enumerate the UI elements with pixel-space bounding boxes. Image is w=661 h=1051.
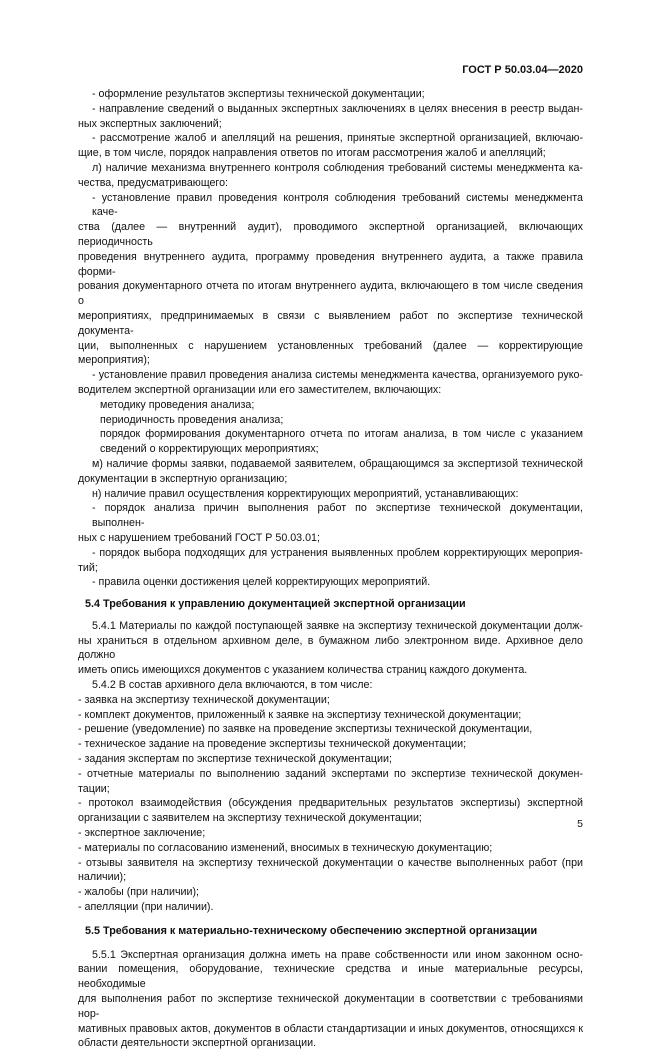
text-line: ства (далее — внутренний аудит), проводимого экспертной организацией, включающих периодичность	[78, 221, 583, 248]
text-line: области деятельности экспертной организации.	[78, 1037, 317, 1050]
text-line: - установление правил проведения контроля соблюдения требований системы менеджмента каче-	[92, 191, 583, 219]
text-line: 5.5.1 Экспертная организация должна иметь на праве собственности или ином законном осно-	[92, 948, 583, 961]
text-line: л) наличие механизма внутреннего контроля соблюдения требований системы менеджмента ка-	[92, 161, 583, 174]
text-line: - жалобы (при наличии);	[78, 886, 200, 899]
page-number: 5	[577, 818, 583, 830]
text-line: ных с нарушением требований ГОСТ Р 50.03.01;	[78, 531, 320, 544]
text-line: - порядок выбора подходящих для устранения выявленных проблем корректирующих мероприя-	[92, 546, 583, 559]
text-line: - задания экспертам по экспертизе технической документации;	[78, 753, 392, 766]
text-line: организации с заявителем на экспертизу технической документации;	[78, 812, 422, 825]
text-line: ных экспертных заключений;	[78, 117, 222, 130]
text-line: - апелляции (при наличии).	[78, 901, 214, 914]
text-line: - заявка на экспертизу технической документации;	[78, 693, 330, 706]
text-line: мативных правовых актов, документов в области стандартизации и иных документов, относящихся к	[78, 1022, 583, 1035]
text-line: периодичность проведения анализа;	[100, 413, 284, 426]
text-line: тации;	[78, 782, 110, 795]
text-line: ции, выполненных с нарушением установленных требований (далее — корректирующие мероприятия);	[78, 339, 583, 367]
text-line: ны храниться в отдельном архивном деле, в бумажном либо электронном виде. Архивное дело должно	[78, 634, 583, 662]
text-line: 5.4.2 В состав архивного дела включаются, в том числе:	[92, 679, 373, 692]
text-line: - отчетные материалы по выполнению заданий экспертами по экспертизе технической докумен-	[78, 767, 583, 780]
text-line: - оформление результатов экспертизы технической документации;	[92, 88, 425, 100]
text-line: - правила оценки достижения целей корректирующих мероприятий.	[92, 576, 431, 589]
text-line: мероприятиях, предпринимаемых в связи с выявлением работ по экспертизе технической документа-	[78, 309, 583, 337]
text-line: 5.4.1 Материалы по каждой поступающей заявке на экспертизу технической документации долж-	[92, 619, 583, 632]
text-line: щие, в том числе, порядок направления ответов по итогам рассмотрения жалоб и апелляций;	[78, 147, 546, 160]
text-line: м) наличие формы заявки, подаваемой заявителем, обращающимся за экспертизой технической	[92, 457, 583, 470]
section-heading-5-5: 5.5 Требования к материально-техническому обеспечению экспертной организации	[85, 924, 538, 937]
text-line: рования документарного отчета по итогам внутреннего аудита, включающего в том числе сведения о	[78, 280, 583, 308]
text-line: порядок формирования документарного отчета по итогам анализа, в том числе с указанием	[100, 428, 583, 441]
text-line: для выполнения работ по экспертизе технической документации в соответствии с требованиями нор-	[78, 993, 583, 1020]
text-line: н) наличие правил осуществления корректирующих мероприятий, устанавливающих:	[92, 487, 519, 500]
text-line: - установление правил проведения анализа системы менеджмента качества, организуемого руко-	[92, 369, 583, 382]
text-line: - отзывы заявителя на экспертизу технической документации о качестве выполненных работ (при	[78, 856, 583, 869]
text-line: - экспертное заключение;	[78, 827, 206, 840]
text-line: документации в экспертную организацию;	[78, 472, 288, 485]
page-content	[77, 87, 583, 1051]
text-line: - комплект документов, приложенный к заявке на экспертизу технической документации;	[78, 708, 522, 721]
text-line: - протокол взаимодействия (обсуждения предварительных результатов экспертизы) экспертной	[78, 797, 583, 810]
text-line: - решение (уведомление) по заявке на проведение экспертизы технической документации,	[78, 723, 533, 736]
text-line: - направление сведений о выданных экспертных заключениях в целях внесения в реестр выдан-	[92, 102, 583, 115]
text-line: чества, предусматривающего:	[78, 176, 229, 189]
text-line: - рассмотрение жалоб и апелляций на решения, принятые экспертной организацией, включаю-	[92, 132, 583, 145]
text-line: сведений о корректирующих мероприятиях;	[100, 443, 319, 456]
text-line: тий;	[78, 561, 98, 574]
text-line: проведения внутреннего аудита, программу проведения внутреннего аудита, а также правила форми-	[78, 250, 583, 278]
text-line: - материалы по согласованию изменений, вносимых в техническую документацию;	[78, 841, 493, 854]
text-line: методику проведения анализа;	[100, 398, 255, 411]
text-line: иметь опись имеющихся документов с указанием количества страниц каждого документа.	[78, 664, 528, 677]
section-heading-5-4: 5.4 Требования к управлению документацией экспертной организации	[85, 598, 466, 611]
text-line: вании помещения, оборудование, технические средства и иные материальные ресурсы, необходимые	[78, 963, 583, 991]
text-line: наличии);	[78, 871, 127, 884]
document-code-header: ГОСТ Р 50.03.04—2020	[462, 64, 583, 76]
text-line: - техническое задание на проведение экспертизы технической документации;	[78, 738, 467, 751]
text-line: - порядок анализа причин выполнения работ по экспертизе технической документации, выполнен-	[92, 502, 583, 530]
text-line: водителем экспертной организации или его заместителем, включающих:	[78, 383, 442, 396]
